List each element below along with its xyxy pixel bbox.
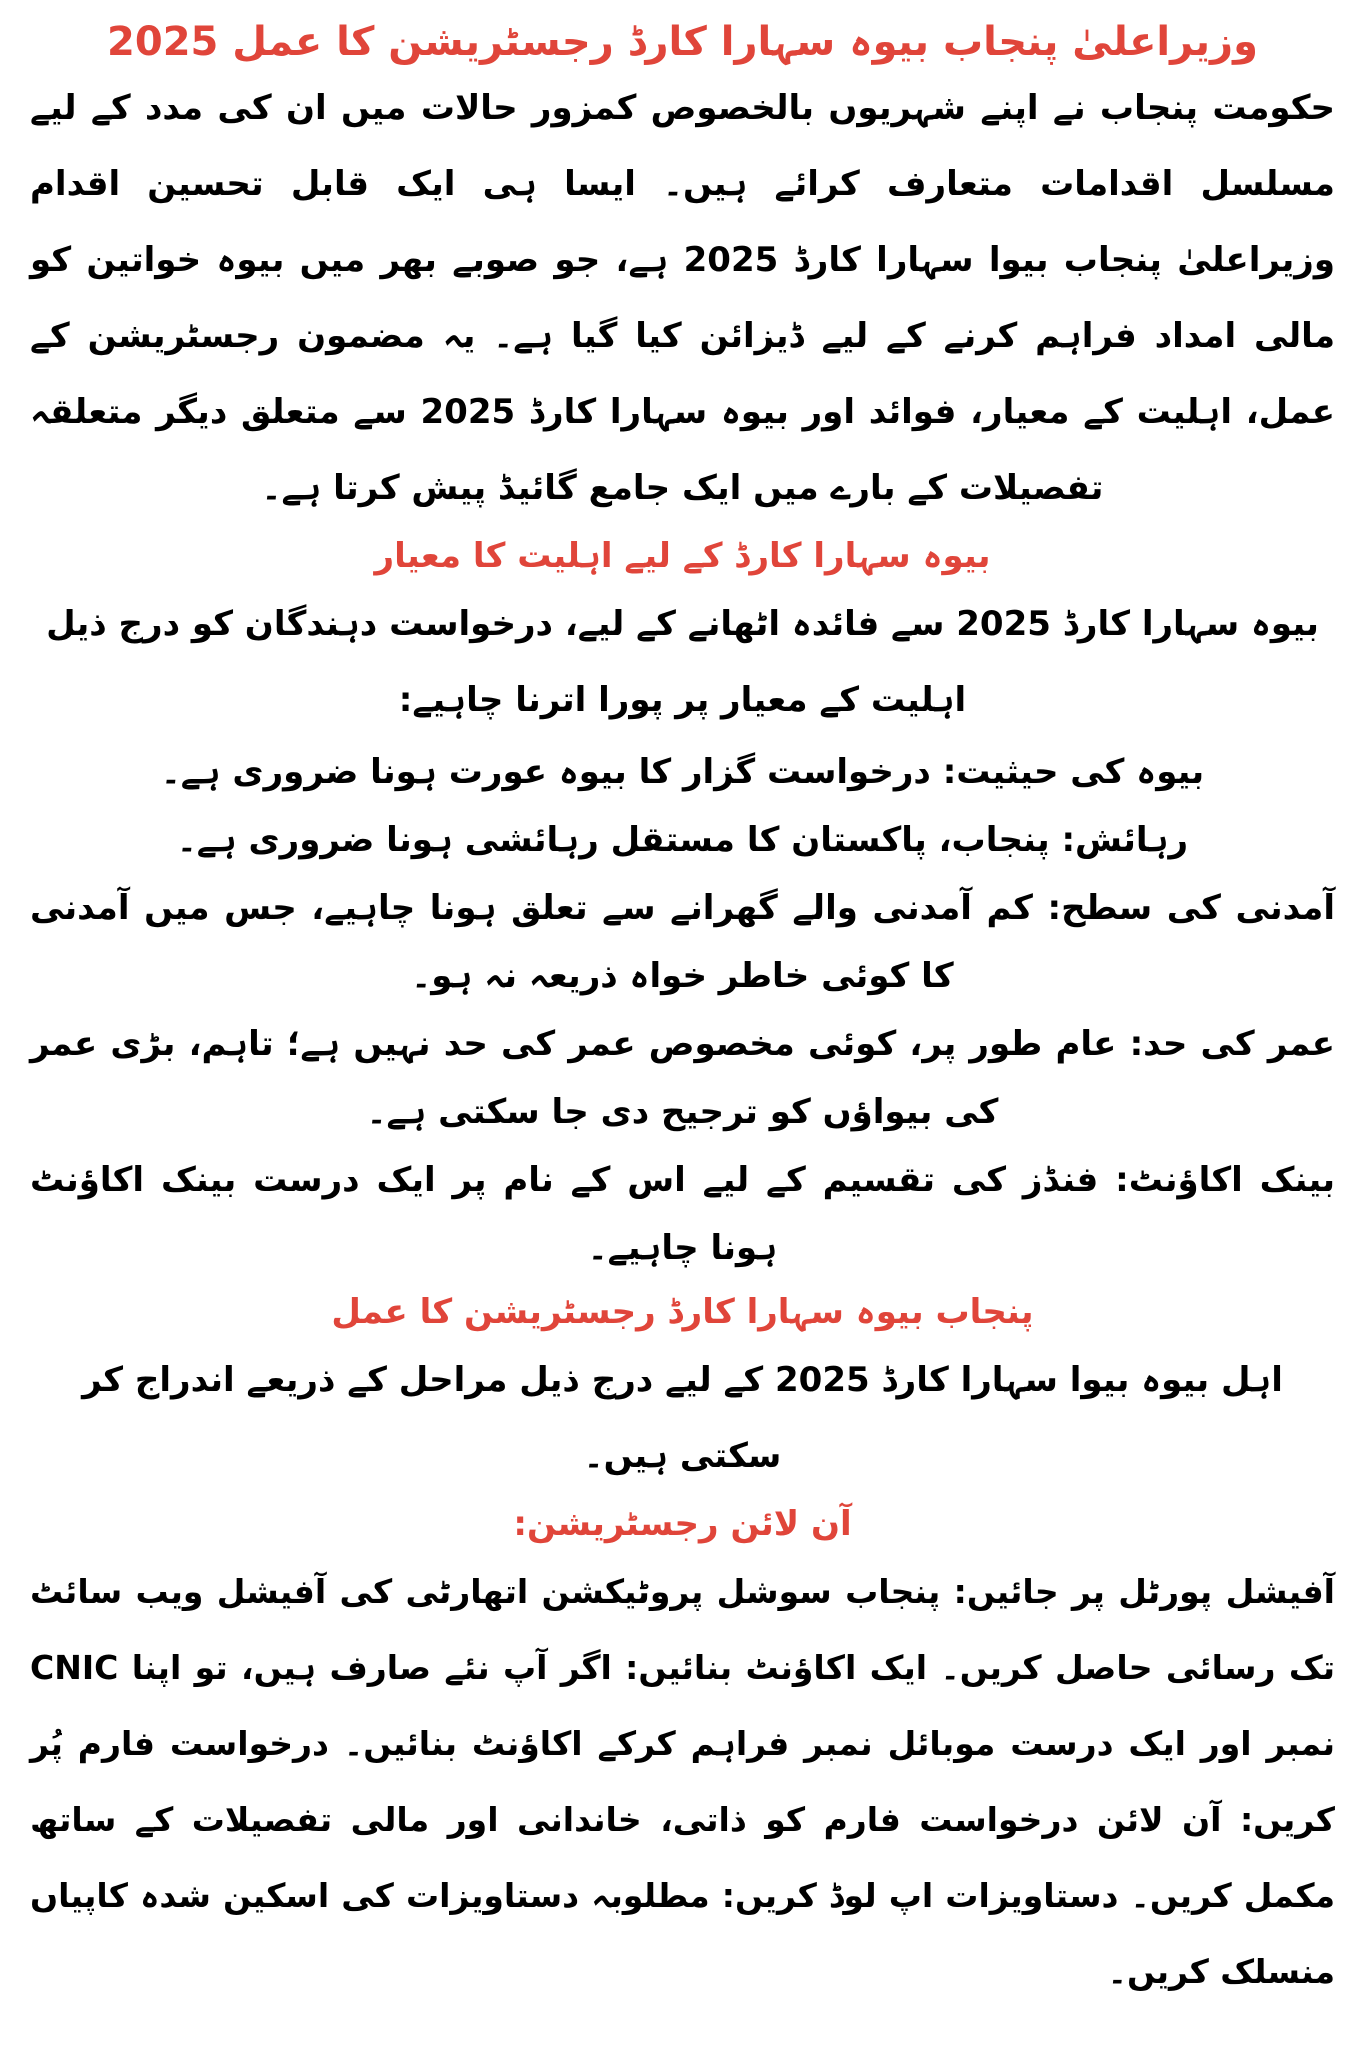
eligibility-heading: بیوہ سہارا کارڈ کے لیے اہلیت کا معیار xyxy=(374,536,991,576)
registration-lead: اہل بیوہ بیوا سہارا کارڈ 2025 کے لیے درج ذیل مراحل کے ذریعے اندراج کر سکتی ہیں۔ xyxy=(82,1360,1283,1476)
eligibility-lead: بیوہ سہارا کارڈ 2025 سے فائدہ اٹھانے کے لیے، درخواست دہندگان کو درج ذیل اہلیت کے معیار پر پورا اترنا چاہیے: xyxy=(46,604,1319,720)
registration-heading: پنجاب بیوہ سہارا کارڈ رجسٹریشن کا عمل xyxy=(331,1292,1034,1332)
intro-paragraph: حکومت پنجاب نے اپنے شہریوں بالخصوص کمزور حالات میں ان کی مدد کے لیے مسلسل اقدامات متعارف کرائے ہیں۔ ایسا ہی ایک قابل تحسین اقدام وزیراعلیٰ پنجاب بیوا سہارا کارڈ 2025 ہے، جو صوبے بھر میں بیوہ خواتین کو مالی امداد فراہم کرنے کے لیے ڈیزائن کیا گیا ہے۔ یہ مضمون رجسٹریشن کے عمل، اہلیت کے معیار، فوائد اور بیوہ سہارا کارڈ 2025 سے متعلق دیگر متعلقہ تفصیلات کے بارے میں ایک جامع گائیڈ پیش کرتا ہے۔ xyxy=(30,88,1336,508)
eligibility-item-income: آمدنی کی سطح: کم آمدنی والے گھرانے سے تعلق ہونا چاہیے، جس میں آمدنی کا کوئی خاطر خواہ ذریعہ نہ ہو۔ xyxy=(30,888,1335,996)
page-title: وزیراعلیٰ پنجاب بیوہ سہارا کارڈ رجسٹریشن کا عمل 2025 xyxy=(107,19,1258,65)
eligibility-item-widow-status: بیوہ کی حیثیت: درخواست گزار کا بیوہ عورت ہونا ضروری ہے۔ xyxy=(160,752,1205,792)
eligibility-item-bank-account: بینک اکاؤنٹ: فنڈز کی تقسیم کے لیے اس کے نام پر ایک درست بینک اکاؤنٹ ہونا چاہیے۔ xyxy=(30,1160,1335,1268)
online-registration-heading: آن لائن رجسٹریشن: xyxy=(513,1504,852,1544)
online-registration-steps: آفیشل پورٹل پر جائیں: پنجاب سوشل پروٹیکشن اتھارٹی کی آفیشل ویب سائٹ تک رسائی حاصل کریں۔ ایک اکاؤنٹ بنائیں: اگر آپ نئے صارف ہیں، تو اپنا CNIC نمبر اور ایک درست موبائل نمبر فراہم کرکے اکاؤنٹ بنائیں۔ درخواست فارم پُر کریں: آن لائن درخواست فارم کو ذاتی، خاندانی اور مالی تفصیلات کے ساتھ مکمل کریں۔ دستاویزات اپ لوڈ کریں: مطلوبہ دستاویزات کی اسکین شدہ کاپیاں منسلک کریں۔ xyxy=(30,1572,1335,1991)
eligibility-item-residence: رہائش: پنجاب، پاکستان کا مستقل رہائشی ہونا ضروری ہے۔ xyxy=(176,820,1189,860)
eligibility-item-age: عمر کی حد: عام طور پر، کوئی مخصوص عمر کی حد نہیں ہے؛ تاہم، بڑی عمر کی بیواؤں کو ترجیح دی جا سکتی ہے۔ xyxy=(30,1024,1335,1132)
